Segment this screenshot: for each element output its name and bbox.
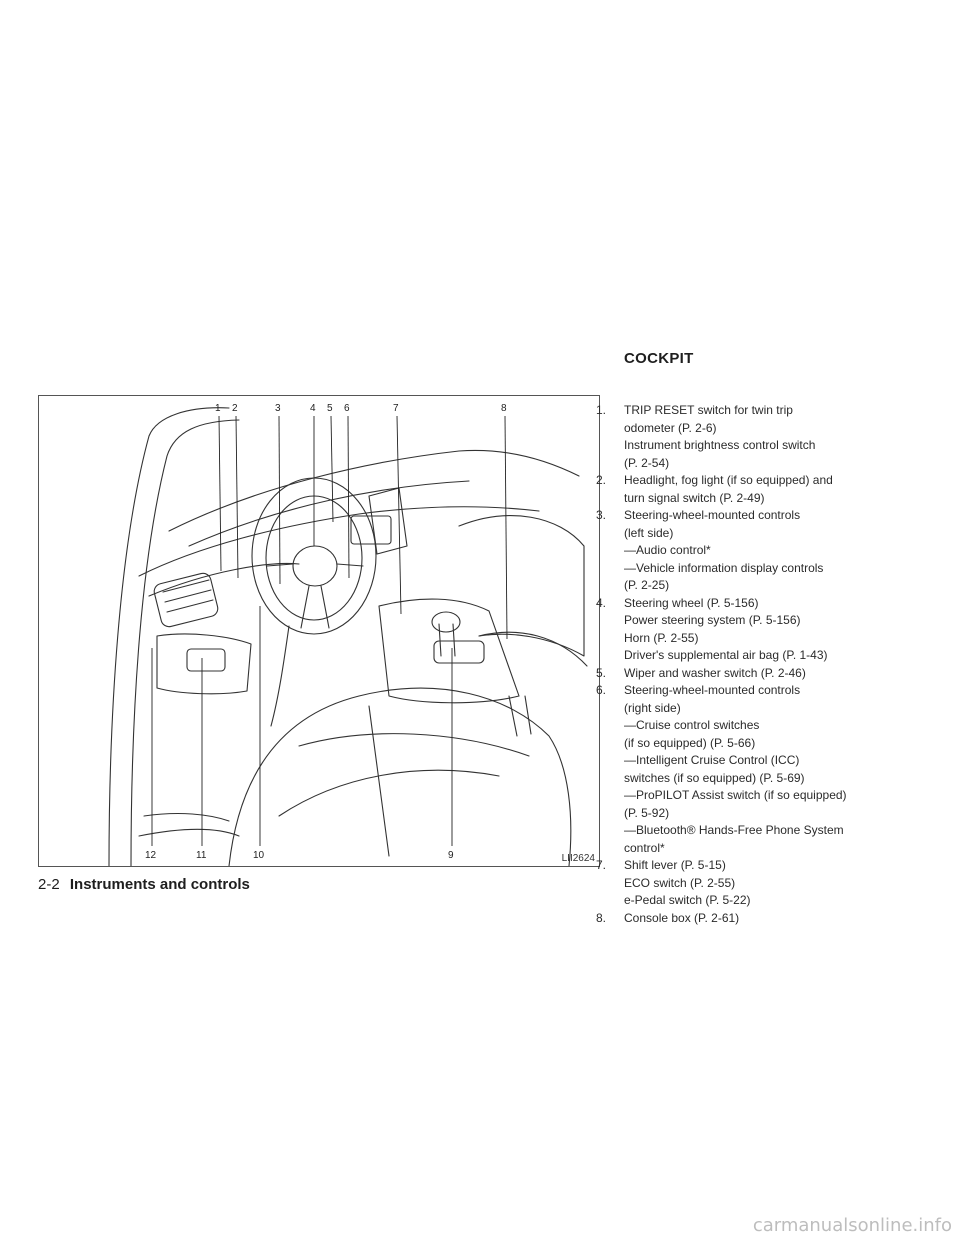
list-item-line: TRIP RESET switch for twin trip — [624, 403, 793, 417]
list-item — [596, 507, 926, 595]
cockpit-illustration — [38, 395, 600, 867]
list-item — [596, 910, 926, 928]
list-item-line: —Audio control* — [624, 543, 711, 557]
list-item-line: control* — [624, 840, 665, 855]
callout-6: 6 — [344, 403, 350, 414]
list-item-number: 7. — [596, 858, 607, 872]
list-item-line: —Cruise control switches — [624, 718, 760, 732]
watermark: carmanualsonline.info — [752, 1215, 952, 1236]
list-item-line: Shift lever (P. 5-15) — [624, 858, 726, 872]
list-item-line: Driver's supplemental air bag (P. 1-43) — [624, 648, 828, 662]
list-item-line: Wiper and washer switch (P. 2-46) — [624, 665, 806, 680]
list-item-line: Console box (P. 2-61) — [624, 910, 740, 925]
callout-10: 10 — [253, 850, 265, 861]
list-item-number: 3. — [596, 508, 607, 522]
list-item — [596, 595, 926, 665]
list-item-line: Power steering system (P. 5-156) — [624, 613, 801, 627]
list-item-line: (right side) — [624, 700, 681, 715]
list-item-line: (if so equipped) (P. 5-66) — [624, 735, 756, 750]
list-item-line: Steering-wheel-mounted controls — [624, 508, 801, 522]
list-item-number: 4. — [596, 595, 607, 610]
control-list — [596, 402, 926, 927]
callout-12: 12 — [145, 850, 157, 861]
callout-8: 8 — [501, 403, 507, 414]
list-item-line: (P. 2-25) — [624, 578, 670, 592]
list-item-line: —Vehicle information display controls — [624, 560, 824, 575]
list-item-line: ECO switch (P. 2-55) — [624, 875, 736, 890]
list-item — [596, 472, 926, 507]
page-number: 2-2 — [38, 876, 60, 893]
list-item-line: Horn (P. 2-55) — [624, 630, 699, 645]
list-item-line: turn signal switch (P. 2-49) — [624, 490, 765, 505]
section-title: COCKPIT — [624, 350, 694, 367]
list-item-number: 1. — [596, 403, 607, 417]
list-item-line: Steering-wheel-mounted controls — [624, 683, 801, 697]
list-item-number: 2. — [596, 473, 607, 487]
list-item-line: switches (if so equipped) (P. 5-69) — [624, 770, 805, 785]
figure-code: LII2624 — [561, 853, 595, 864]
list-item-number: 5. — [596, 665, 607, 680]
list-item-line: Headlight, fog light (if so equipped) and — [624, 473, 833, 487]
list-item-number: 8. — [596, 910, 607, 925]
list-item-line: Steering wheel (P. 5-156) — [624, 595, 759, 610]
list-item — [596, 682, 926, 857]
callout-11: 11 — [196, 850, 207, 861]
list-item-line: (P. 2-54) — [624, 455, 670, 470]
list-item-line: (left side) — [624, 525, 674, 540]
list-item-line: (P. 5-92) — [624, 805, 670, 820]
list-item-line: —Intelligent Cruise Control (ICC) — [624, 753, 800, 767]
list-item — [596, 857, 926, 910]
list-item-line: odometer (P. 2-6) — [624, 420, 717, 435]
callout-2: 2 — [232, 403, 238, 414]
list-item-line: e-Pedal switch (P. 5-22) — [624, 893, 751, 907]
list-item — [596, 665, 926, 683]
cockpit-drawing — [39, 396, 599, 866]
callout-4: 4 — [310, 403, 316, 414]
list-item-line: —Bluetooth® Hands-Free Phone System — [624, 823, 844, 837]
callout-3: 3 — [275, 403, 281, 414]
callout-9: 9 — [448, 850, 454, 861]
callout-7: 7 — [393, 403, 399, 414]
callout-1: 1 — [215, 403, 221, 414]
section-name: Instruments and controls — [69, 876, 250, 893]
list-item — [596, 402, 926, 472]
list-item-number: 6. — [596, 683, 607, 697]
page-footer — [38, 876, 250, 893]
callout-5: 5 — [327, 403, 333, 414]
list-item-line: Instrument brightness control switch — [624, 438, 816, 452]
list-item-line: —ProPILOT Assist switch (if so equipped) — [624, 788, 847, 802]
